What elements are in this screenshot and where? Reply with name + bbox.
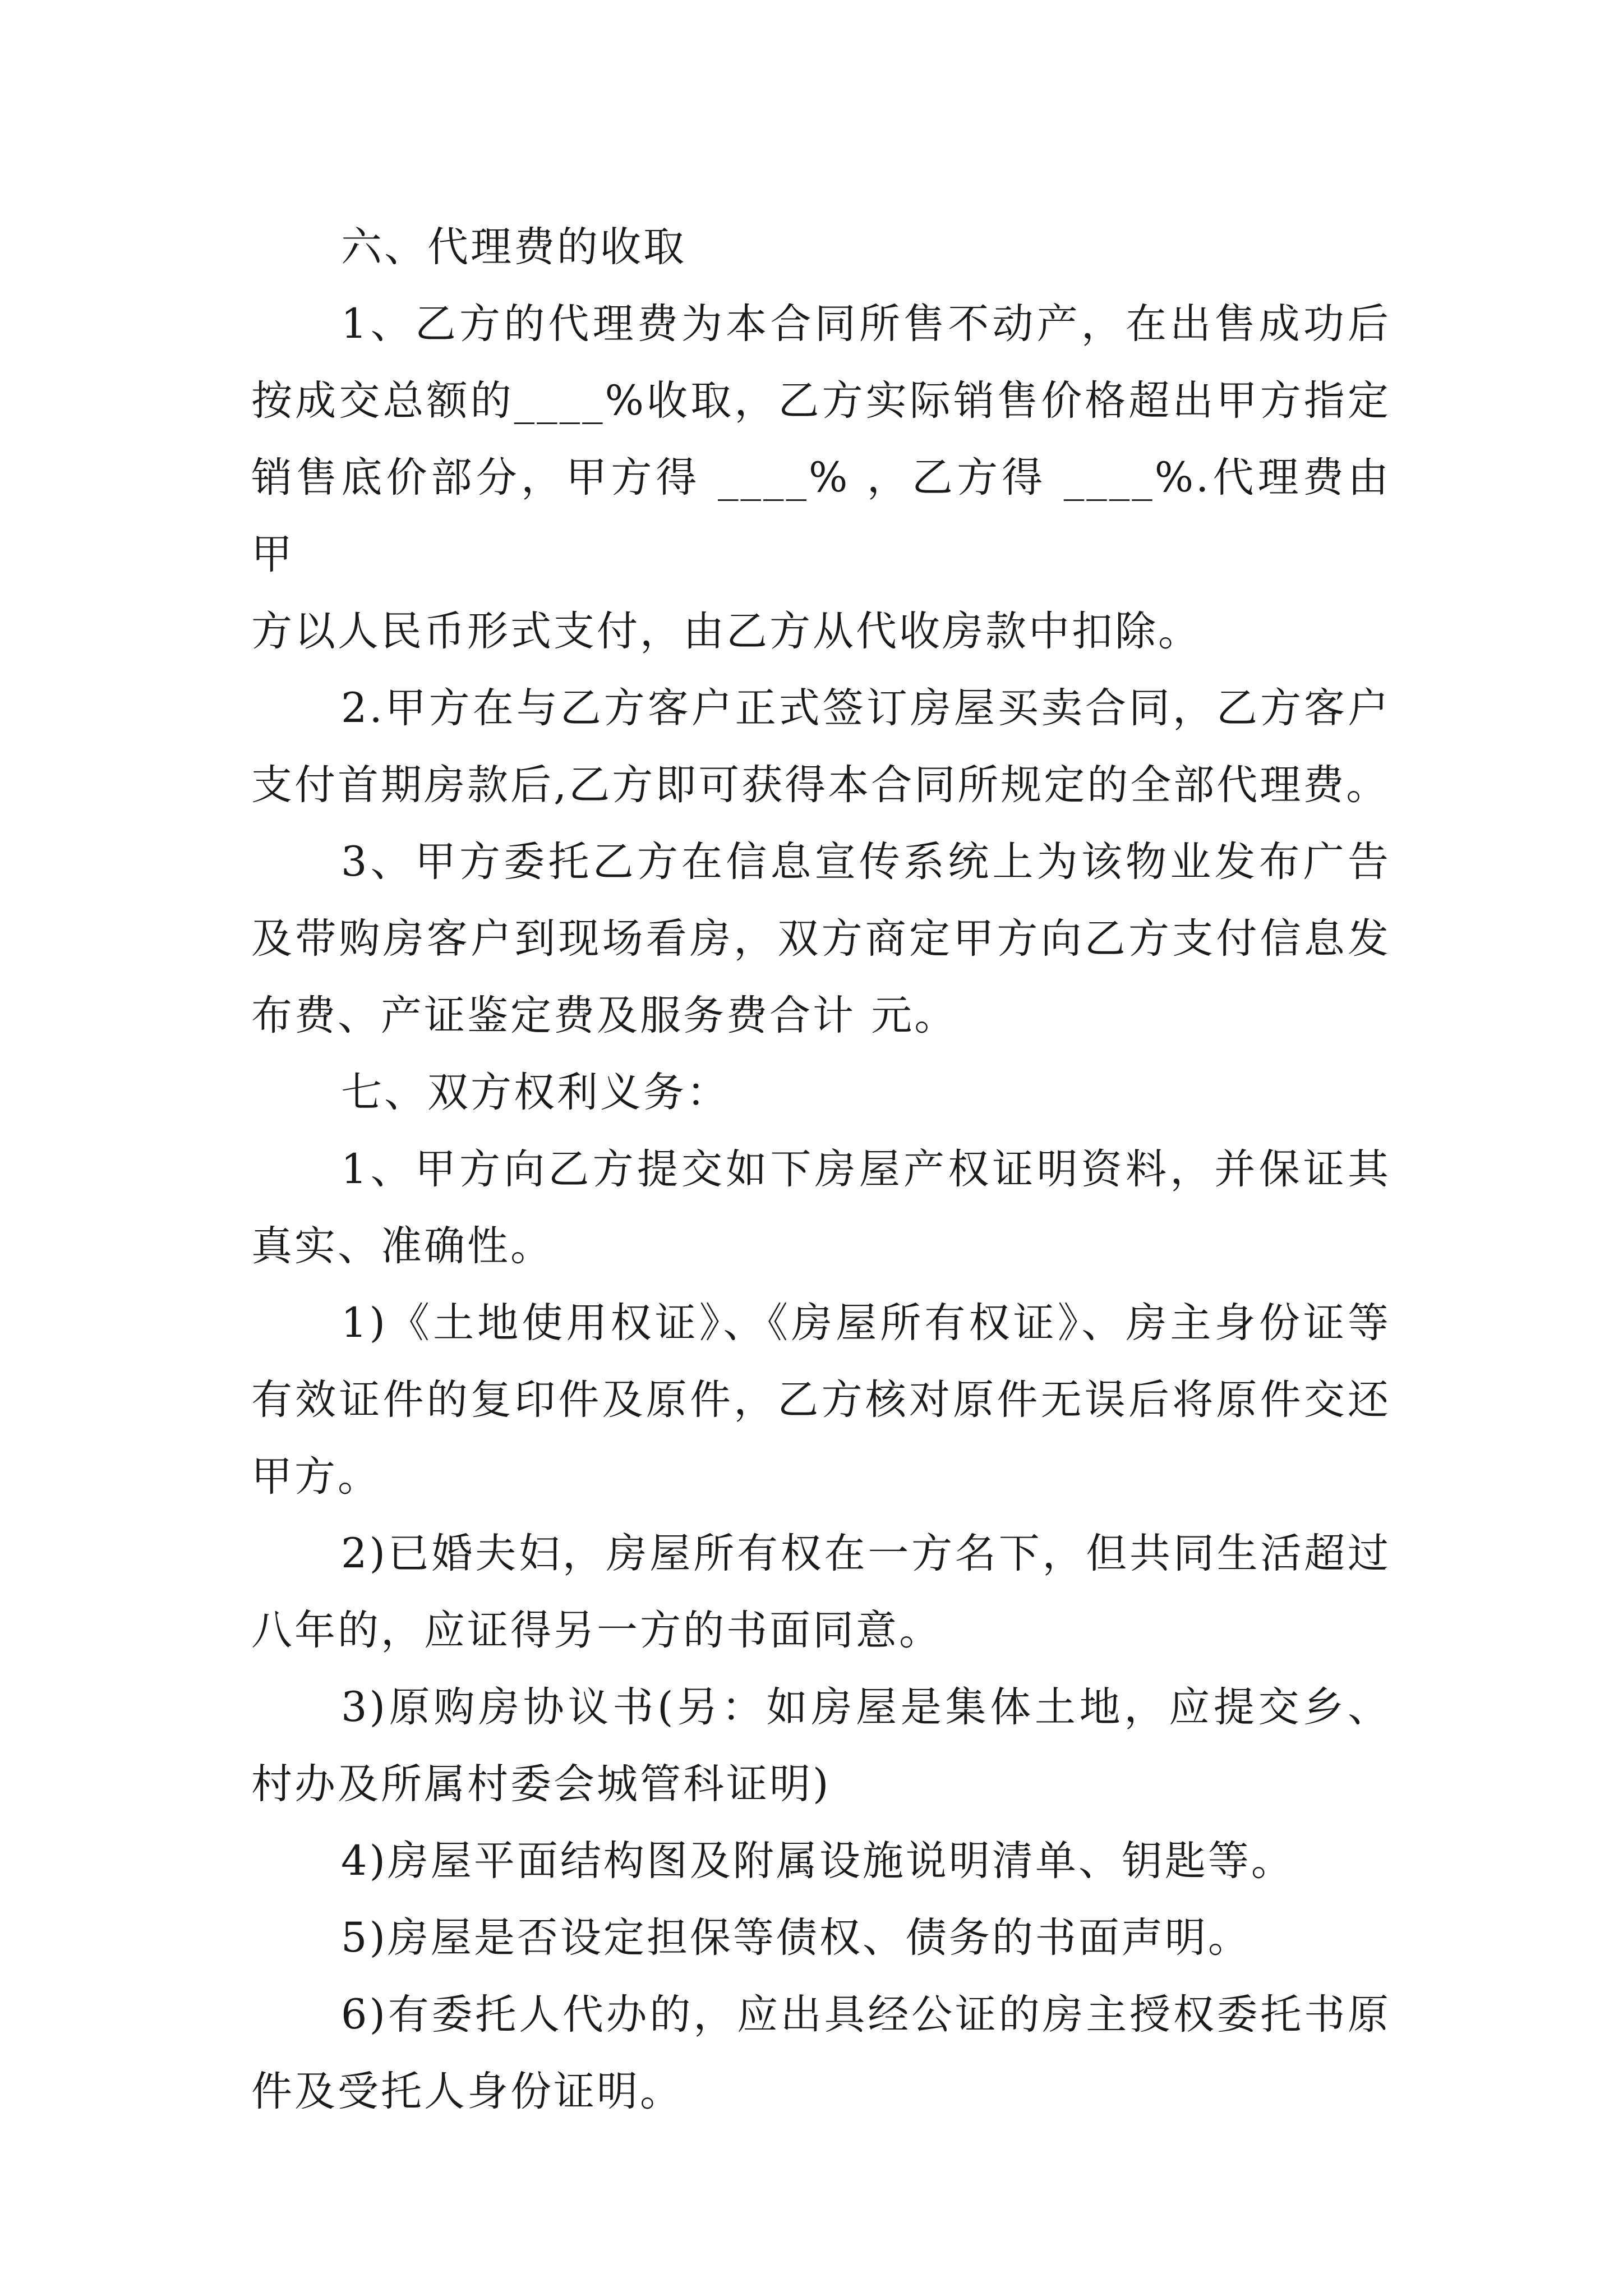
text-line: 2.甲方在与乙方客户正式签订房屋买卖合同，乙方客户 <box>341 684 1391 732</box>
text-line: 销售底价部分，甲方得 ____% ，乙方得 ____%.代理费由甲 <box>251 454 1391 578</box>
text-line: 七、双方权利义务： <box>341 1069 730 1116</box>
paragraph-s7-item-1 <box>251 1131 1391 1285</box>
paragraph-section-7-heading <box>251 1054 1391 1131</box>
text-line: 布费、产证鉴定费及服务费合计 元。 <box>251 992 958 1039</box>
text-line: 按成交总额的____%收取，乙方实际销售价格超出甲方指定 <box>251 377 1391 425</box>
text-line: 6)有委托人代办的，应出具经公证的房主授权委托书原 <box>341 1991 1391 2039</box>
text-line: 六、代理费的收取 <box>341 223 686 271</box>
paragraph-s7-sub-2 <box>251 1515 1391 1669</box>
text-line: 甲方。 <box>251 1453 381 1501</box>
text-line: 3)原购房协议书(另：如房屋是集体土地，应提交乡、 <box>341 1683 1391 1731</box>
text-line: 1)《土地使用权证》、《房屋所有权证》、房主身份证等 <box>341 1299 1391 1347</box>
paragraph-section-6-heading <box>251 209 1391 286</box>
text-line: 件及受托人身份证明。 <box>251 2068 683 2115</box>
paragraph-s6-item-2 <box>251 670 1391 823</box>
text-line: 3、甲方委托乙方在信息宣传系统上为该物业发布广告 <box>341 838 1391 886</box>
text-line: 真实、准确性。 <box>251 1222 554 1270</box>
text-line: 支付首期房款后,乙方即可获得本合同所规定的全部代理费。 <box>251 761 1390 809</box>
paragraph-s7-sub-3 <box>251 1669 1391 1823</box>
document-page <box>251 209 1391 2130</box>
paragraph-s7-sub-6 <box>251 1976 1391 2130</box>
paragraph-s6-item-3 <box>251 823 1391 1054</box>
text-line: 1、甲方向乙方提交如下房屋产权证明资料，并保证其 <box>341 1145 1391 1193</box>
paragraph-s7-sub-5 <box>251 1899 1391 1976</box>
paragraph-s7-sub-1 <box>251 1285 1391 1515</box>
paragraph-s6-item-1 <box>251 286 1391 670</box>
text-line: 有效证件的复印件及原件，乙方核对原件无误后将原件交还 <box>251 1376 1391 1424</box>
text-line: 2)已婚夫妇，房屋所有权在一方名下，但共同生活超过 <box>341 1530 1391 1577</box>
text-line: 1、乙方的代理费为本合同所售不动产，在出售成功后 <box>341 300 1391 348</box>
text-line: 及带购房客户到现场看房，双方商定甲方向乙方支付信息发 <box>251 915 1391 963</box>
text-line: 5)房屋是否设定担保等债权、债务的书面声明。 <box>341 1914 1251 1962</box>
text-line: 村办及所属村委会城管科证明) <box>251 1760 831 1808</box>
paragraph-s7-sub-4 <box>251 1823 1391 1899</box>
text-line: 八年的，应证得另一方的书面同意。 <box>251 1607 942 1654</box>
text-line: 方以人民币形式支付，由乙方从代收房款中扣除。 <box>251 608 1201 655</box>
text-line: 4)房屋平面结构图及附属设施说明清单、钥匙等。 <box>341 1837 1294 1885</box>
